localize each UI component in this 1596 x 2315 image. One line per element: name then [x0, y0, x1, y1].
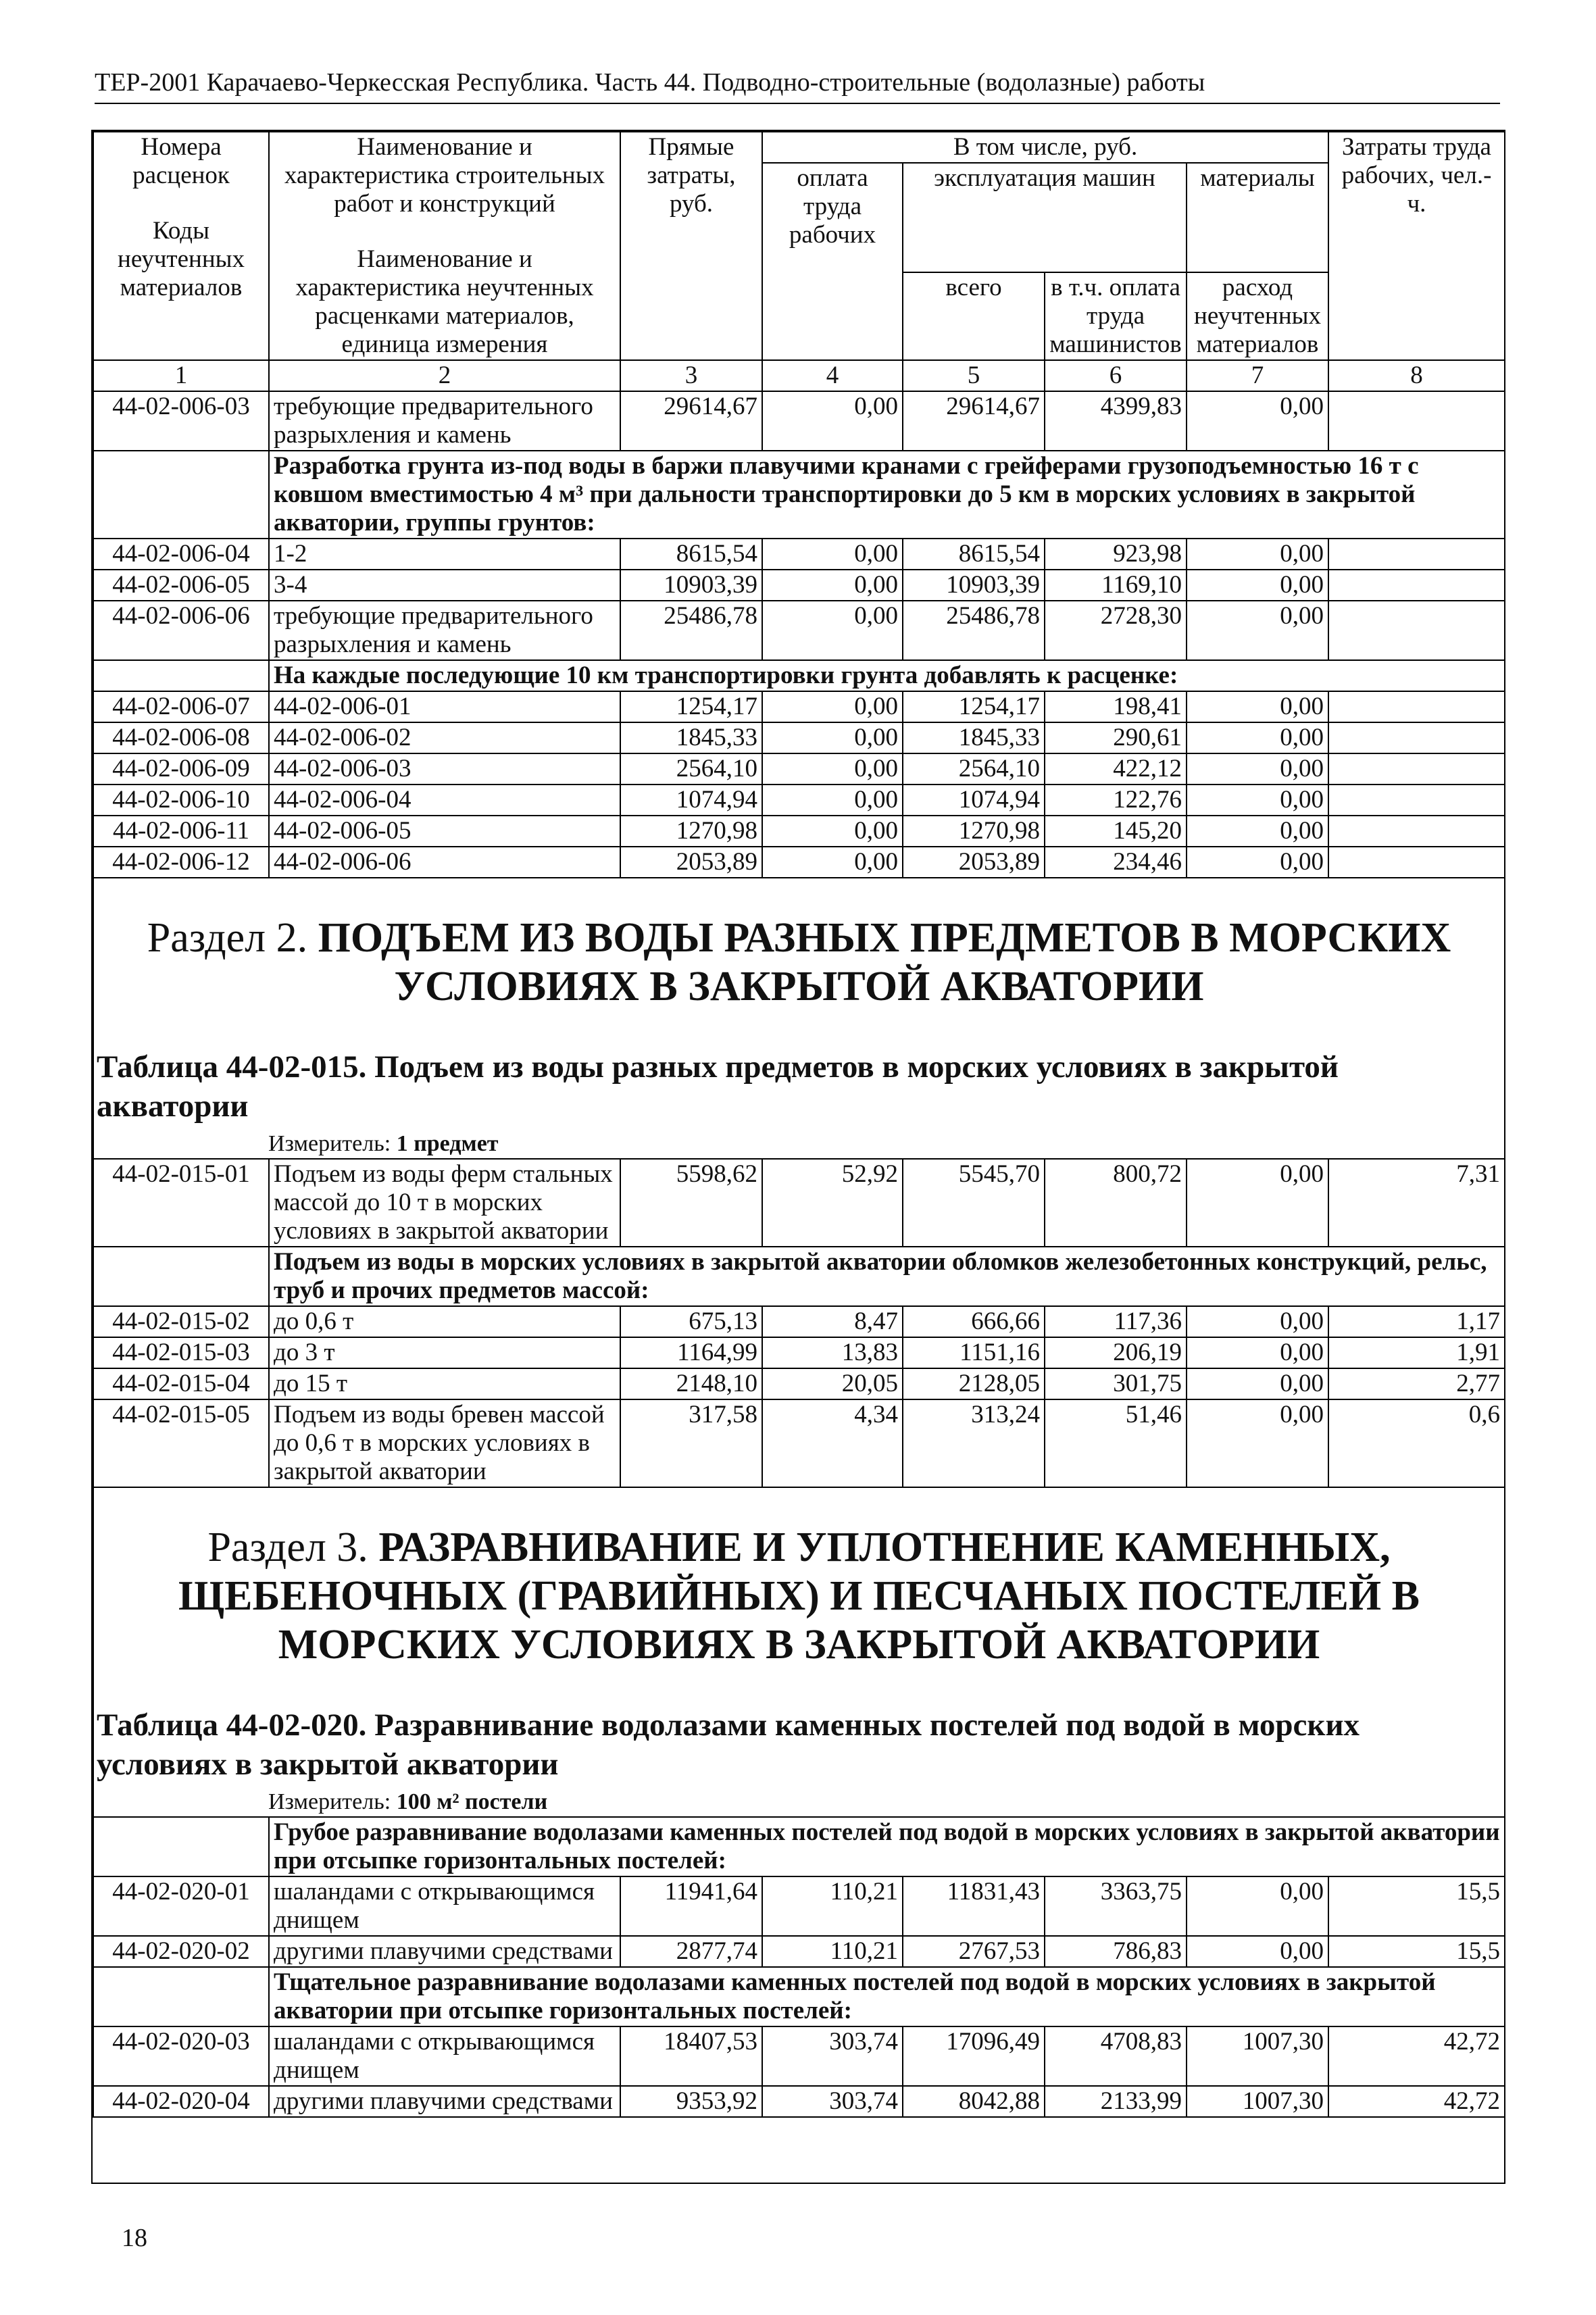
table-row: [93, 1368, 1505, 1399]
materials: 0,00: [1187, 601, 1328, 660]
labor: [1328, 722, 1505, 753]
machines-total: 2128,05: [903, 1368, 1045, 1399]
measure-value: 100 м² постели: [396, 1789, 548, 1814]
rate-code: 44-02-006-04: [93, 539, 269, 570]
group-heading: Подъем из воды в морских условиях в закрытой акватории обломков железобетонных конструкций, рельс, труб и прочих предметов массой:: [269, 1247, 1505, 1306]
group-heading: Тщательное разравнивание водолазами каменных постелей под водой в морских условиях в закрытой акватории при отсыпке горизонтальных постелей:: [269, 1967, 1505, 2026]
table-header-row: [93, 132, 1505, 163]
rate-name: требующие предварительного разрыхления и камень: [269, 601, 620, 660]
operators-wages: 234,46: [1045, 847, 1187, 878]
materials: 0,00: [1187, 1306, 1328, 1337]
operators-wages: 122,76: [1045, 785, 1187, 816]
operators-wages: 2728,30: [1045, 601, 1187, 660]
labor: 7,31: [1328, 1159, 1505, 1247]
machines-total: 1074,94: [903, 785, 1045, 816]
wages: 110,21: [762, 1876, 903, 1936]
document-page: [91, 130, 1505, 2184]
rate-name: требующие предварительного разрыхления и камень: [269, 391, 620, 451]
group-heading: Грубое разравнивание водолазами каменных постелей под водой в морских условиях в закрытой акватории при отсыпке горизонтальных постелей:: [269, 1817, 1505, 1876]
rate-name: до 0,6 т: [269, 1306, 620, 1337]
rate-name: 44-02-006-05: [269, 816, 620, 847]
direct-costs: 317,58: [620, 1399, 762, 1487]
table-row: [93, 722, 1505, 753]
rate-code: 44-02-020-03: [93, 2026, 269, 2086]
labor: 2,77: [1328, 1368, 1505, 1399]
group-heading-row: [93, 1817, 1505, 1876]
section-title: РАЗРАВНИВАНИЕ И УПЛОТНЕНИЕ КАМЕННЫХ, ЩЕБЕНОЧНЫХ (ГРАВИЙНЫХ) И ПЕСЧАНЫХ ПОСТЕЛЕЙ В МОРСКИХ УСЛОВИЯХ В ЗАКРЫТОЙ АКВАТОРИИ: [178, 1524, 1420, 1668]
table-row: [93, 1876, 1505, 1936]
direct-costs: 18407,53: [620, 2026, 762, 2086]
operators-wages: 51,46: [1045, 1399, 1187, 1487]
wages: 0,00: [762, 785, 903, 816]
machines-total: 2053,89: [903, 847, 1045, 878]
measure-line: [94, 1130, 1504, 1158]
operators-wages: 145,20: [1045, 816, 1187, 847]
direct-costs: 675,13: [620, 1306, 762, 1337]
rate-code: 44-02-015-04: [93, 1368, 269, 1399]
operators-wages: 301,75: [1045, 1368, 1187, 1399]
table-row: [93, 2026, 1505, 2086]
wages: 303,74: [762, 2086, 903, 2117]
operators-wages: 800,72: [1045, 1159, 1187, 1247]
col-total-header: всего: [903, 272, 1045, 360]
operators-wages: 422,12: [1045, 753, 1187, 785]
operators-wages: 786,83: [1045, 1936, 1187, 1967]
materials: 0,00: [1187, 753, 1328, 785]
labor: 15,5: [1328, 1936, 1505, 1967]
table-title: Таблица 44-02-020. Разравнивание водолазами каменных постелей под водой в морских условиях в закрытой акватории: [97, 1708, 1360, 1782]
measure-label: Измеритель:: [268, 1789, 391, 1814]
labor: [1328, 539, 1505, 570]
wages: 0,00: [762, 753, 903, 785]
machines-total: 2564,10: [903, 753, 1045, 785]
rate-code: 44-02-015-01: [93, 1159, 269, 1247]
wages: 0,00: [762, 391, 903, 451]
table-row: [93, 539, 1505, 570]
section-heading-row: [93, 1487, 1505, 1817]
rate-name: до 15 т: [269, 1368, 620, 1399]
wages: 52,92: [762, 1159, 903, 1247]
machines-total: 313,24: [903, 1399, 1045, 1487]
labor: [1328, 816, 1505, 847]
wages: 303,74: [762, 2026, 903, 2086]
wages: 110,21: [762, 1936, 903, 1967]
rate-name: 3-4: [269, 570, 620, 601]
col-number: 2: [269, 360, 620, 391]
materials: 0,00: [1187, 1399, 1328, 1487]
table-row: [93, 601, 1505, 660]
empty-cell: [93, 1247, 269, 1306]
labor: 0,6: [1328, 1399, 1505, 1487]
col-labor-header: Затраты труда рабочих, чел.-ч.: [1328, 132, 1505, 360]
operators-wages: 4708,83: [1045, 2026, 1187, 2086]
wages: 0,00: [762, 722, 903, 753]
rate-name: Подъем из воды ферм стальных массой до 10 т в морских условиях в закрытой акватории: [269, 1159, 620, 1247]
labor: [1328, 391, 1505, 451]
operators-wages: 206,19: [1045, 1337, 1187, 1368]
rate-name: до 3 т: [269, 1337, 620, 1368]
rate-name: 44-02-006-04: [269, 785, 620, 816]
rate-code: 44-02-020-04: [93, 2086, 269, 2117]
table-row: [93, 1159, 1505, 1247]
col-number: 5: [903, 360, 1045, 391]
rate-name: шаландами с открывающимся днищем: [269, 1876, 620, 1936]
col-number: 4: [762, 360, 903, 391]
table-row: [93, 2086, 1505, 2117]
wages: 0,00: [762, 539, 903, 570]
col-name-header: Наименование и характеристика строительных работ и конструкций Наименование и характеристика неучтенных расценками материалов, единица измерения: [269, 132, 620, 360]
measure-line: [94, 1788, 1504, 1816]
group-heading: Разработка грунта из-под воды в баржи плавучими кранами с грейферами грузоподъемностью 16 т с ковшом вместимостью 4 м³ при дальности транспортировки до 5 км в морских условиях в закрытой акватории, группы грунтов:: [269, 451, 1505, 539]
direct-costs: 25486,78: [620, 601, 762, 660]
machines-total: 25486,78: [903, 601, 1045, 660]
labor: [1328, 601, 1505, 660]
col-operators-header: в т.ч. оплата труда машинистов: [1045, 272, 1187, 360]
machines-total: 1270,98: [903, 816, 1045, 847]
labor: 1,91: [1328, 1337, 1505, 1368]
col-group-header: В том числе, руб.: [762, 132, 1328, 163]
direct-costs: 1845,33: [620, 722, 762, 753]
wages: 0,00: [762, 691, 903, 722]
labor: [1328, 570, 1505, 601]
table-row: [93, 1399, 1505, 1487]
direct-costs: 1254,17: [620, 691, 762, 722]
materials: 0,00: [1187, 391, 1328, 451]
direct-costs: 1074,94: [620, 785, 762, 816]
group-heading-row: [93, 1967, 1505, 2026]
materials: 0,00: [1187, 722, 1328, 753]
rate-code: 44-02-006-07: [93, 691, 269, 722]
rate-code: 44-02-006-05: [93, 570, 269, 601]
direct-costs: 8615,54: [620, 539, 762, 570]
col-materials-header: материалы: [1187, 163, 1328, 272]
rate-name: другими плавучими средствами: [269, 1936, 620, 1967]
col-wages-header: оплата труда рабочих: [762, 163, 903, 360]
table-row: [93, 1306, 1505, 1337]
machines-total: 1845,33: [903, 722, 1045, 753]
table-row: [93, 691, 1505, 722]
empty-cell: [93, 451, 269, 539]
wages: 0,00: [762, 601, 903, 660]
direct-costs: 10903,39: [620, 570, 762, 601]
materials: 0,00: [1187, 1159, 1328, 1247]
direct-costs: 2053,89: [620, 847, 762, 878]
wages: 8,47: [762, 1306, 903, 1337]
direct-costs: 9353,92: [620, 2086, 762, 2117]
labor: [1328, 847, 1505, 878]
direct-costs: 5598,62: [620, 1159, 762, 1247]
wages: 20,05: [762, 1368, 903, 1399]
empty-cell: [93, 1967, 269, 2026]
direct-costs: 2148,10: [620, 1368, 762, 1399]
machines-total: 2767,53: [903, 1936, 1045, 1967]
col-material-use-header: расход неучтенных материалов: [1187, 272, 1328, 360]
column-numbers-row: [93, 360, 1505, 391]
empty-cell: [93, 1817, 269, 1876]
table-row: [93, 1337, 1505, 1368]
materials: 0,00: [1187, 847, 1328, 878]
direct-costs: 1164,99: [620, 1337, 762, 1368]
machines-total: 11831,43: [903, 1876, 1045, 1936]
wages: 13,83: [762, 1337, 903, 1368]
col-codes-header: Номера расценок Коды неучтенных материалов: [93, 132, 269, 360]
col-direct-costs-header: Прямые затраты, руб.: [620, 132, 762, 360]
machines-total: 1254,17: [903, 691, 1045, 722]
wages: 0,00: [762, 816, 903, 847]
materials: 0,00: [1187, 1936, 1328, 1967]
direct-costs: 29614,67: [620, 391, 762, 451]
group-heading: На каждые последующие 10 км транспортировки грунта добавлять к расценке:: [269, 660, 1505, 691]
labor: 42,72: [1328, 2086, 1505, 2117]
table-row: [93, 753, 1505, 785]
section-cell: [93, 878, 1505, 1159]
rate-name: 44-02-006-03: [269, 753, 620, 785]
materials: 0,00: [1187, 691, 1328, 722]
col-number: 8: [1328, 360, 1505, 391]
rate-name: 44-02-006-01: [269, 691, 620, 722]
rate-code: 44-02-006-10: [93, 785, 269, 816]
labor: [1328, 753, 1505, 785]
materials: 1007,30: [1187, 2086, 1328, 2117]
machines-total: 1151,16: [903, 1337, 1045, 1368]
direct-costs: 1270,98: [620, 816, 762, 847]
operators-wages: 1169,10: [1045, 570, 1187, 601]
wages: 0,00: [762, 570, 903, 601]
rate-code: 44-02-015-05: [93, 1399, 269, 1487]
rate-name: 44-02-006-02: [269, 722, 620, 753]
wages: 0,00: [762, 847, 903, 878]
col-machines-header: эксплуатация машин: [903, 163, 1187, 272]
machines-total: 17096,49: [903, 2026, 1045, 2086]
materials: 0,00: [1187, 785, 1328, 816]
rate-code: 44-02-006-09: [93, 753, 269, 785]
rate-code: 44-02-006-03: [93, 391, 269, 451]
rate-code: 44-02-006-12: [93, 847, 269, 878]
machines-total: 8615,54: [903, 539, 1045, 570]
direct-costs: 2877,74: [620, 1936, 762, 1967]
rates-table: [93, 131, 1505, 2118]
labor: 15,5: [1328, 1876, 1505, 1936]
section-2-title: [94, 878, 1504, 1035]
table-row: [93, 1936, 1505, 1967]
table-row: [93, 785, 1505, 816]
rate-code: 44-02-015-03: [93, 1337, 269, 1368]
materials: 0,00: [1187, 1876, 1328, 1936]
col-number: 7: [1187, 360, 1328, 391]
measure-label: Измеритель:: [268, 1131, 391, 1156]
measure-value: 1 предмет: [396, 1131, 499, 1156]
operators-wages: 4399,83: [1045, 391, 1187, 451]
group-heading-row: [93, 660, 1505, 691]
operators-wages: 117,36: [1045, 1306, 1187, 1337]
labor: 42,72: [1328, 2026, 1505, 2086]
labor: 1,17: [1328, 1306, 1505, 1337]
table-row: [93, 570, 1505, 601]
materials: 0,00: [1187, 816, 1328, 847]
rate-name: 44-02-006-06: [269, 847, 620, 878]
rate-code: 44-02-015-02: [93, 1306, 269, 1337]
section-heading-row: [93, 878, 1505, 1159]
table-title: Таблица 44-02-015. Подъем из воды разных предметов в морских условиях в закрытой акватории: [97, 1049, 1339, 1124]
labor: [1328, 691, 1505, 722]
col-number: 6: [1045, 360, 1187, 391]
col-number: 1: [93, 360, 269, 391]
operators-wages: 3363,75: [1045, 1876, 1187, 1936]
table-row: [93, 816, 1505, 847]
rate-name: 1-2: [269, 539, 620, 570]
rate-code: 44-02-006-08: [93, 722, 269, 753]
rate-name: Подъем из воды бревен массой до 0,6 т в морских условиях в закрытой акватории: [269, 1399, 620, 1487]
direct-costs: 11941,64: [620, 1876, 762, 1936]
wages: 4,34: [762, 1399, 903, 1487]
section-cell: [93, 1487, 1505, 1817]
section-title: ПОДЪЕМ ИЗ ВОДЫ РАЗНЫХ ПРЕДМЕТОВ В МОРСКИХ УСЛОВИЯХ В ЗАКРЫТОЙ АКВАТОРИИ: [318, 915, 1451, 1010]
group-heading-row: [93, 1247, 1505, 1306]
rate-code: 44-02-006-11: [93, 816, 269, 847]
rate-code: 44-02-020-02: [93, 1936, 269, 1967]
running-header: ТЕР-2001 Карачаево-Черкесская Республика. Часть 44. Подводно-строительные (водолазные) работы: [95, 68, 1500, 104]
section-prefix: Раздел 3.: [207, 1524, 368, 1570]
empty-cell: [93, 660, 269, 691]
machines-total: 8042,88: [903, 2086, 1045, 2117]
operators-wages: 923,98: [1045, 539, 1187, 570]
operators-wages: 198,41: [1045, 691, 1187, 722]
rate-name: шаландами с открывающимся днищем: [269, 2026, 620, 2086]
materials: 0,00: [1187, 539, 1328, 570]
materials: 0,00: [1187, 1368, 1328, 1399]
machines-total: 5545,70: [903, 1159, 1045, 1247]
materials: 1007,30: [1187, 2026, 1328, 2086]
machines-total: 10903,39: [903, 570, 1045, 601]
operators-wages: 290,61: [1045, 722, 1187, 753]
col-number: 3: [620, 360, 762, 391]
table-row: [93, 847, 1505, 878]
rate-name: другими плавучими средствами: [269, 2086, 620, 2117]
operators-wages: 2133,99: [1045, 2086, 1187, 2117]
section-prefix: Раздел 2.: [147, 915, 308, 961]
machines-total: 29614,67: [903, 391, 1045, 451]
group-heading-row: [93, 451, 1505, 539]
rate-code: 44-02-020-01: [93, 1876, 269, 1936]
section-3-title: [94, 1488, 1504, 1693]
materials: 0,00: [1187, 1337, 1328, 1368]
materials: 0,00: [1187, 570, 1328, 601]
rate-code: 44-02-006-06: [93, 601, 269, 660]
machines-total: 666,66: [903, 1306, 1045, 1337]
page-number: 18: [122, 2224, 147, 2252]
table-row: [93, 391, 1505, 451]
labor: [1328, 785, 1505, 816]
direct-costs: 2564,10: [620, 753, 762, 785]
